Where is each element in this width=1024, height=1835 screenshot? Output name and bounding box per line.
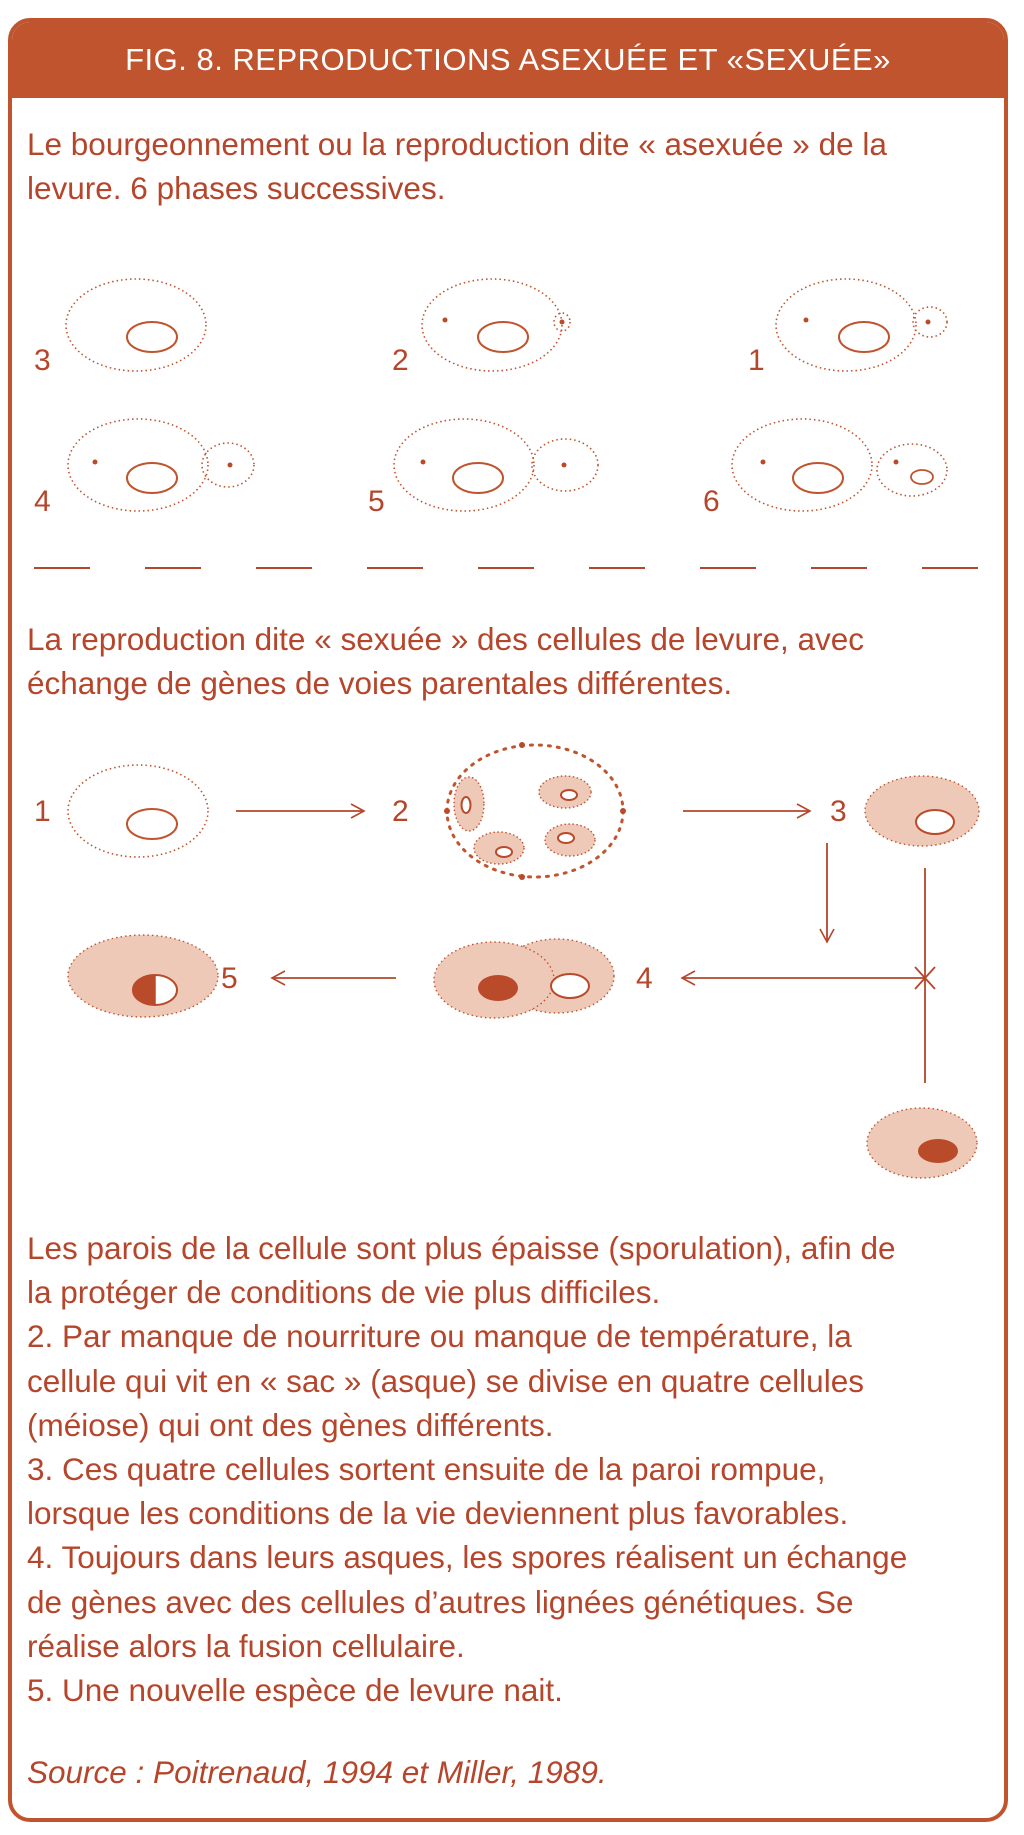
sexual-intro-line: échange de gènes de voies parentales différentes. — [27, 665, 733, 701]
spore — [545, 824, 595, 856]
spore — [539, 776, 591, 808]
asexual-phase-label: 4 — [34, 485, 51, 518]
sexual-step-4-fusion — [434, 939, 653, 1018]
spore — [474, 832, 524, 864]
sexual-step-2-ascus — [392, 742, 626, 880]
sexual-intro-line: La reproduction dite « sexuée » des cellules de levure, avec — [27, 621, 865, 657]
asexual-phase-label: 3 — [34, 344, 51, 377]
asexual-phase-4 — [34, 419, 254, 518]
asexual-phase-3 — [34, 279, 206, 377]
sexual-step-5-new-cell — [68, 935, 238, 1017]
sexual-step-label: 3 — [830, 795, 847, 828]
sexual-step-label: 5 — [221, 962, 238, 995]
notes-line: lorsque les conditions de la vie deviennent plus favorables. — [27, 1495, 849, 1532]
figure-title: FIG. 8. REPRODUCTIONS ASEXUÉE ET «SEXUÉE» — [12, 22, 1004, 98]
notes-line: cellule qui vit en « sac » (asque) se divise en quatre cellules — [27, 1362, 864, 1399]
sexual-step-label: 4 — [636, 962, 653, 995]
sexual-step-3-cell — [830, 776, 979, 846]
notes-line: réalise alors la fusion cellulaire. — [27, 1627, 465, 1664]
notes-line: 2. Par manque de nourriture ou manque de température, la — [27, 1318, 852, 1355]
asexual-phase-label: 2 — [392, 344, 409, 377]
other-lineage-cell — [867, 1108, 977, 1178]
notes-line: Les parois de la cellule sont plus épaisse (sporulation), afin de — [27, 1230, 896, 1266]
spore — [454, 777, 484, 831]
notes-line: la protéger de conditions de vie plus difficiles. — [27, 1274, 661, 1311]
asexual-phase-5 — [368, 419, 598, 518]
asexual-phase-label: 1 — [748, 344, 765, 377]
notes-line: 3. Ces quatre cellules sortent ensuite de la paroi rompue, — [27, 1451, 826, 1488]
asexual-phase-6 — [703, 419, 947, 518]
asexual-phase-label: 6 — [703, 485, 720, 518]
notes-line: (méiose) qui ont des gènes différents. — [27, 1406, 554, 1443]
asexual-phase-1 — [748, 279, 947, 377]
notes-line: 4. Toujours dans leurs asques, les spores réalisent un échange — [27, 1539, 908, 1576]
notes-line: 5. Une nouvelle espèce de levure nait. — [27, 1672, 563, 1709]
source-citation: Source : Poitrenaud, 1994 et Miller, 1989. — [27, 1754, 607, 1790]
sexual-step-label: 2 — [392, 795, 409, 828]
asexual-phase-label: 5 — [368, 485, 385, 518]
asexual-intro-line: Le bourgeonnement ou la reproduction dite « asexuée » de la — [27, 126, 887, 162]
sexual-step-1-cell — [34, 765, 208, 857]
sexual-step-label: 1 — [34, 795, 51, 828]
notes-line: de gènes avec des cellules d’autres lignées génétiques. Se — [27, 1583, 854, 1620]
asexual-phase-2 — [392, 279, 570, 377]
asexual-intro-line: levure. 6 phases successives. — [27, 170, 446, 206]
